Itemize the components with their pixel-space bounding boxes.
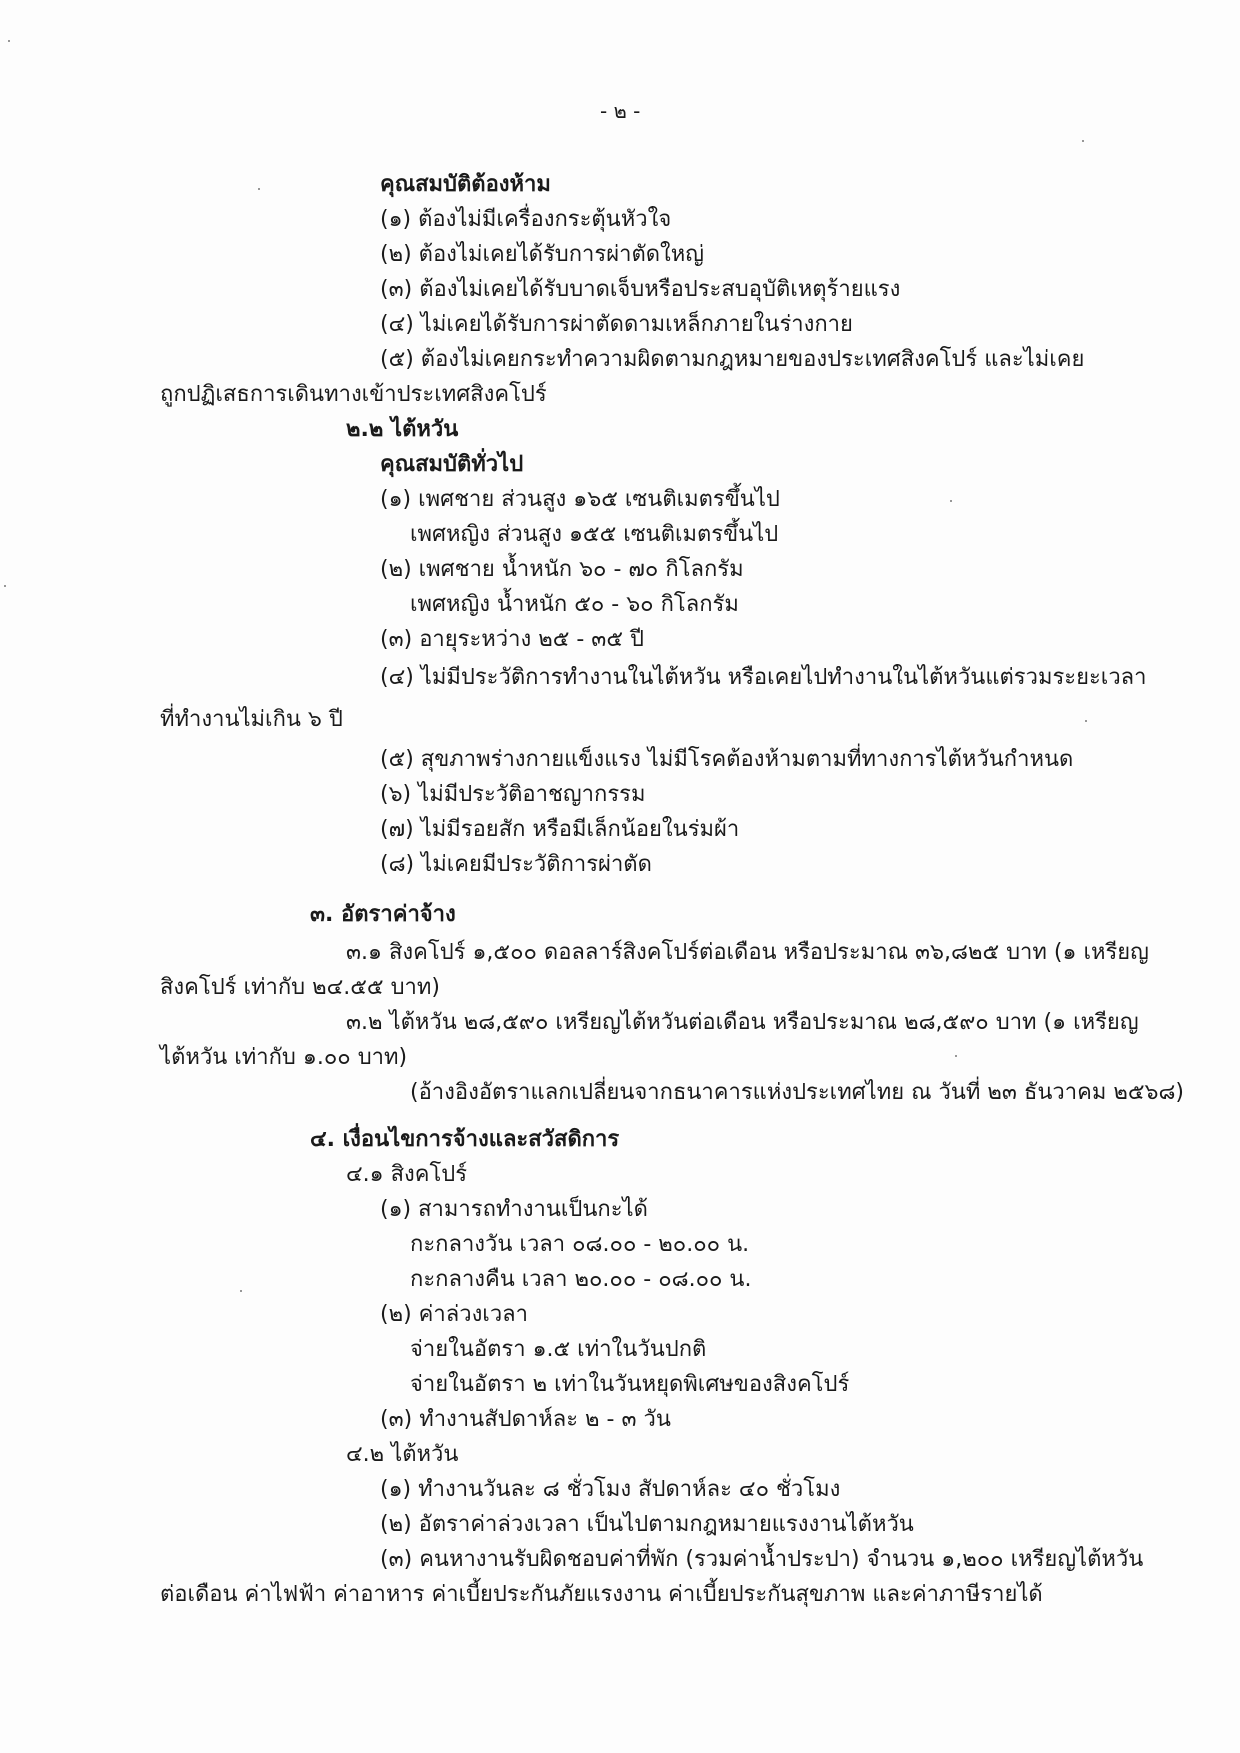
general-line-1: (๑) เพศชาย ส่วนสูง ๑๖๕ เซนติเมตรขึ้นไป	[380, 487, 780, 512]
general-qualifications-heading: คุณสมบัติทั่วไป	[380, 452, 524, 477]
sg-heading: ๔.๑ สิงคโปร์	[346, 1162, 468, 1187]
tw-item-3-line2: ต่อเดือน ค่าไฟฟ้า ค่าอาหาร ค่าเบี้ยประกันภัยแรงงาน ค่าเบี้ยประกันสุขภาพ และค่าภาษีรายได้	[160, 1582, 1043, 1607]
conditions-heading: ๔. เงื่อนไขการจ้างและสวัสดิการ	[310, 1127, 620, 1152]
sg-ot-holiday: จ่ายในอัตรา ๒ เท่าในวันหยุดพิเศษของสิงคโปร์	[410, 1372, 850, 1397]
taiwan-heading: ๒.๒ ไต้หวัน	[346, 417, 459, 442]
general-item-6: (๖) ไม่มีประวัติอาชญากรรม	[380, 782, 646, 807]
scan-speck	[950, 500, 952, 502]
contra-item-3: (๓) ต้องไม่เคยได้รับบาดเจ็บหรือประสบอุบัติเหตุร้ายแรง	[380, 277, 901, 302]
general-line-3: (๒) เพศชาย น้ำหนัก ๖๐ - ๗๐ กิโลกรัม	[380, 557, 744, 582]
exchange-rate-reference: (อ้างอิงอัตราแลกเปลี่ยนจากธนาคารแห่งประเทศไทย ณ วันที่ ๒๓ ธันวาคม ๒๕๖๘)	[410, 1080, 1185, 1105]
scan-speck	[4, 585, 6, 587]
general-item-4-line1: (๔) ไม่มีประวัติการทำงานในไต้หวัน หรือเคยไปทำงานในไต้หวันแต่รวมระยะเวลา	[380, 665, 1147, 690]
scan-speck	[240, 1290, 242, 1292]
scan-speck	[1085, 720, 1087, 722]
scan-speck	[8, 40, 10, 42]
page-number: - ๒ -	[600, 99, 641, 123]
sg-day-shift: กะกลางวัน เวลา ๐๘.๐๐ - ๒๐.๐๐ น.	[410, 1232, 750, 1257]
tw-item-1: (๑) ทำงานวันละ ๘ ชั่วโมง สัปดาห์ละ ๔๐ ชั่วโมง	[380, 1477, 841, 1502]
wages-heading: ๓. อัตราค่าจ้าง	[310, 902, 456, 927]
scan-speck	[258, 188, 260, 190]
tw-item-3-line1: (๓) คนหางานรับผิดชอบค่าที่พัก (รวมค่าน้ำประปา) จำนวน ๑,๒๐๐ เหรียญไต้หวัน	[380, 1547, 1144, 1572]
general-item-8: (๘) ไม่เคยมีประวัติการผ่าตัด	[380, 852, 652, 877]
scan-speck	[1082, 140, 1084, 142]
scan-speck	[955, 1055, 957, 1057]
general-line-2: เพศหญิง ส่วนสูง ๑๕๕ เซนติเมตรขึ้นไป	[410, 522, 779, 547]
general-item-4-line2: ที่ทำงานไม่เกิน ๖ ปี	[160, 707, 343, 732]
contraindications-heading: คุณสมบัติต้องห้าม	[380, 172, 551, 197]
wage-sg-line2: สิงคโปร์ เท่ากับ ๒๔.๕๕ บาท)	[160, 975, 440, 1000]
contra-item-4: (๔) ไม่เคยได้รับการผ่าตัดดามเหล็กภายในร่างกาย	[380, 312, 853, 337]
contra-item-5-line2: ถูกปฏิเสธการเดินทางเข้าประเทศสิงคโปร์	[160, 382, 547, 407]
wage-sg-line1: ๓.๑ สิงคโปร์ ๑,๕๐๐ ดอลลาร์สิงคโปร์ต่อเดือน หรือประมาณ ๓๖,๘๒๕ บาท (๑ เหรียญ	[346, 940, 1149, 965]
general-line-5: (๓) อายุระหว่าง ๒๕ - ๓๕ ปี	[380, 627, 644, 652]
sg-night-shift: กะกลางคืน เวลา ๒๐.๐๐ - ๐๘.๐๐ น.	[410, 1267, 752, 1292]
general-item-7: (๗) ไม่มีรอยสัก หรือมีเล็กน้อยในร่มผ้า	[380, 817, 740, 842]
sg-ot-normal: จ่ายในอัตรา ๑.๕ เท่าในวันปกติ	[410, 1337, 707, 1362]
sg-item-3: (๓) ทำงานสัปดาห์ละ ๒ - ๓ วัน	[380, 1407, 671, 1432]
contra-item-1: (๑) ต้องไม่มีเครื่องกระตุ้นหัวใจ	[380, 207, 672, 232]
general-line-4: เพศหญิง น้ำหนัก ๕๐ - ๖๐ กิโลกรัม	[410, 592, 739, 617]
general-item-5: (๕) สุขภาพร่างกายแข็งแรง ไม่มีโรคต้องห้ามตามที่ทางการไต้หวันกำหนด	[380, 747, 1074, 772]
sg-item-1: (๑) สามารถทำงานเป็นกะได้	[380, 1197, 648, 1222]
wage-tw-line1: ๓.๒ ไต้หวัน ๒๘,๕๙๐ เหรียญไต้หวันต่อเดือน หรือประมาณ ๒๘,๕๙๐ บาท (๑ เหรียญ	[346, 1010, 1139, 1035]
contra-item-5-line1: (๕) ต้องไม่เคยกระทำความผิดตามกฎหมายของประเทศสิงคโปร์ และไม่เคย	[380, 347, 1085, 372]
contra-item-2: (๒) ต้องไม่เคยได้รับการผ่าตัดใหญ่	[380, 242, 705, 267]
tw-item-2: (๒) อัตราค่าล่วงเวลา เป็นไปตามกฎหมายแรงงานไต้หวัน	[380, 1512, 914, 1537]
wage-tw-line2: ไต้หวัน เท่ากับ ๑.๐๐ บาท)	[160, 1045, 408, 1070]
sg-item-2: (๒) ค่าล่วงเวลา	[380, 1302, 529, 1327]
tw-heading: ๔.๒ ไต้หวัน	[346, 1442, 459, 1467]
